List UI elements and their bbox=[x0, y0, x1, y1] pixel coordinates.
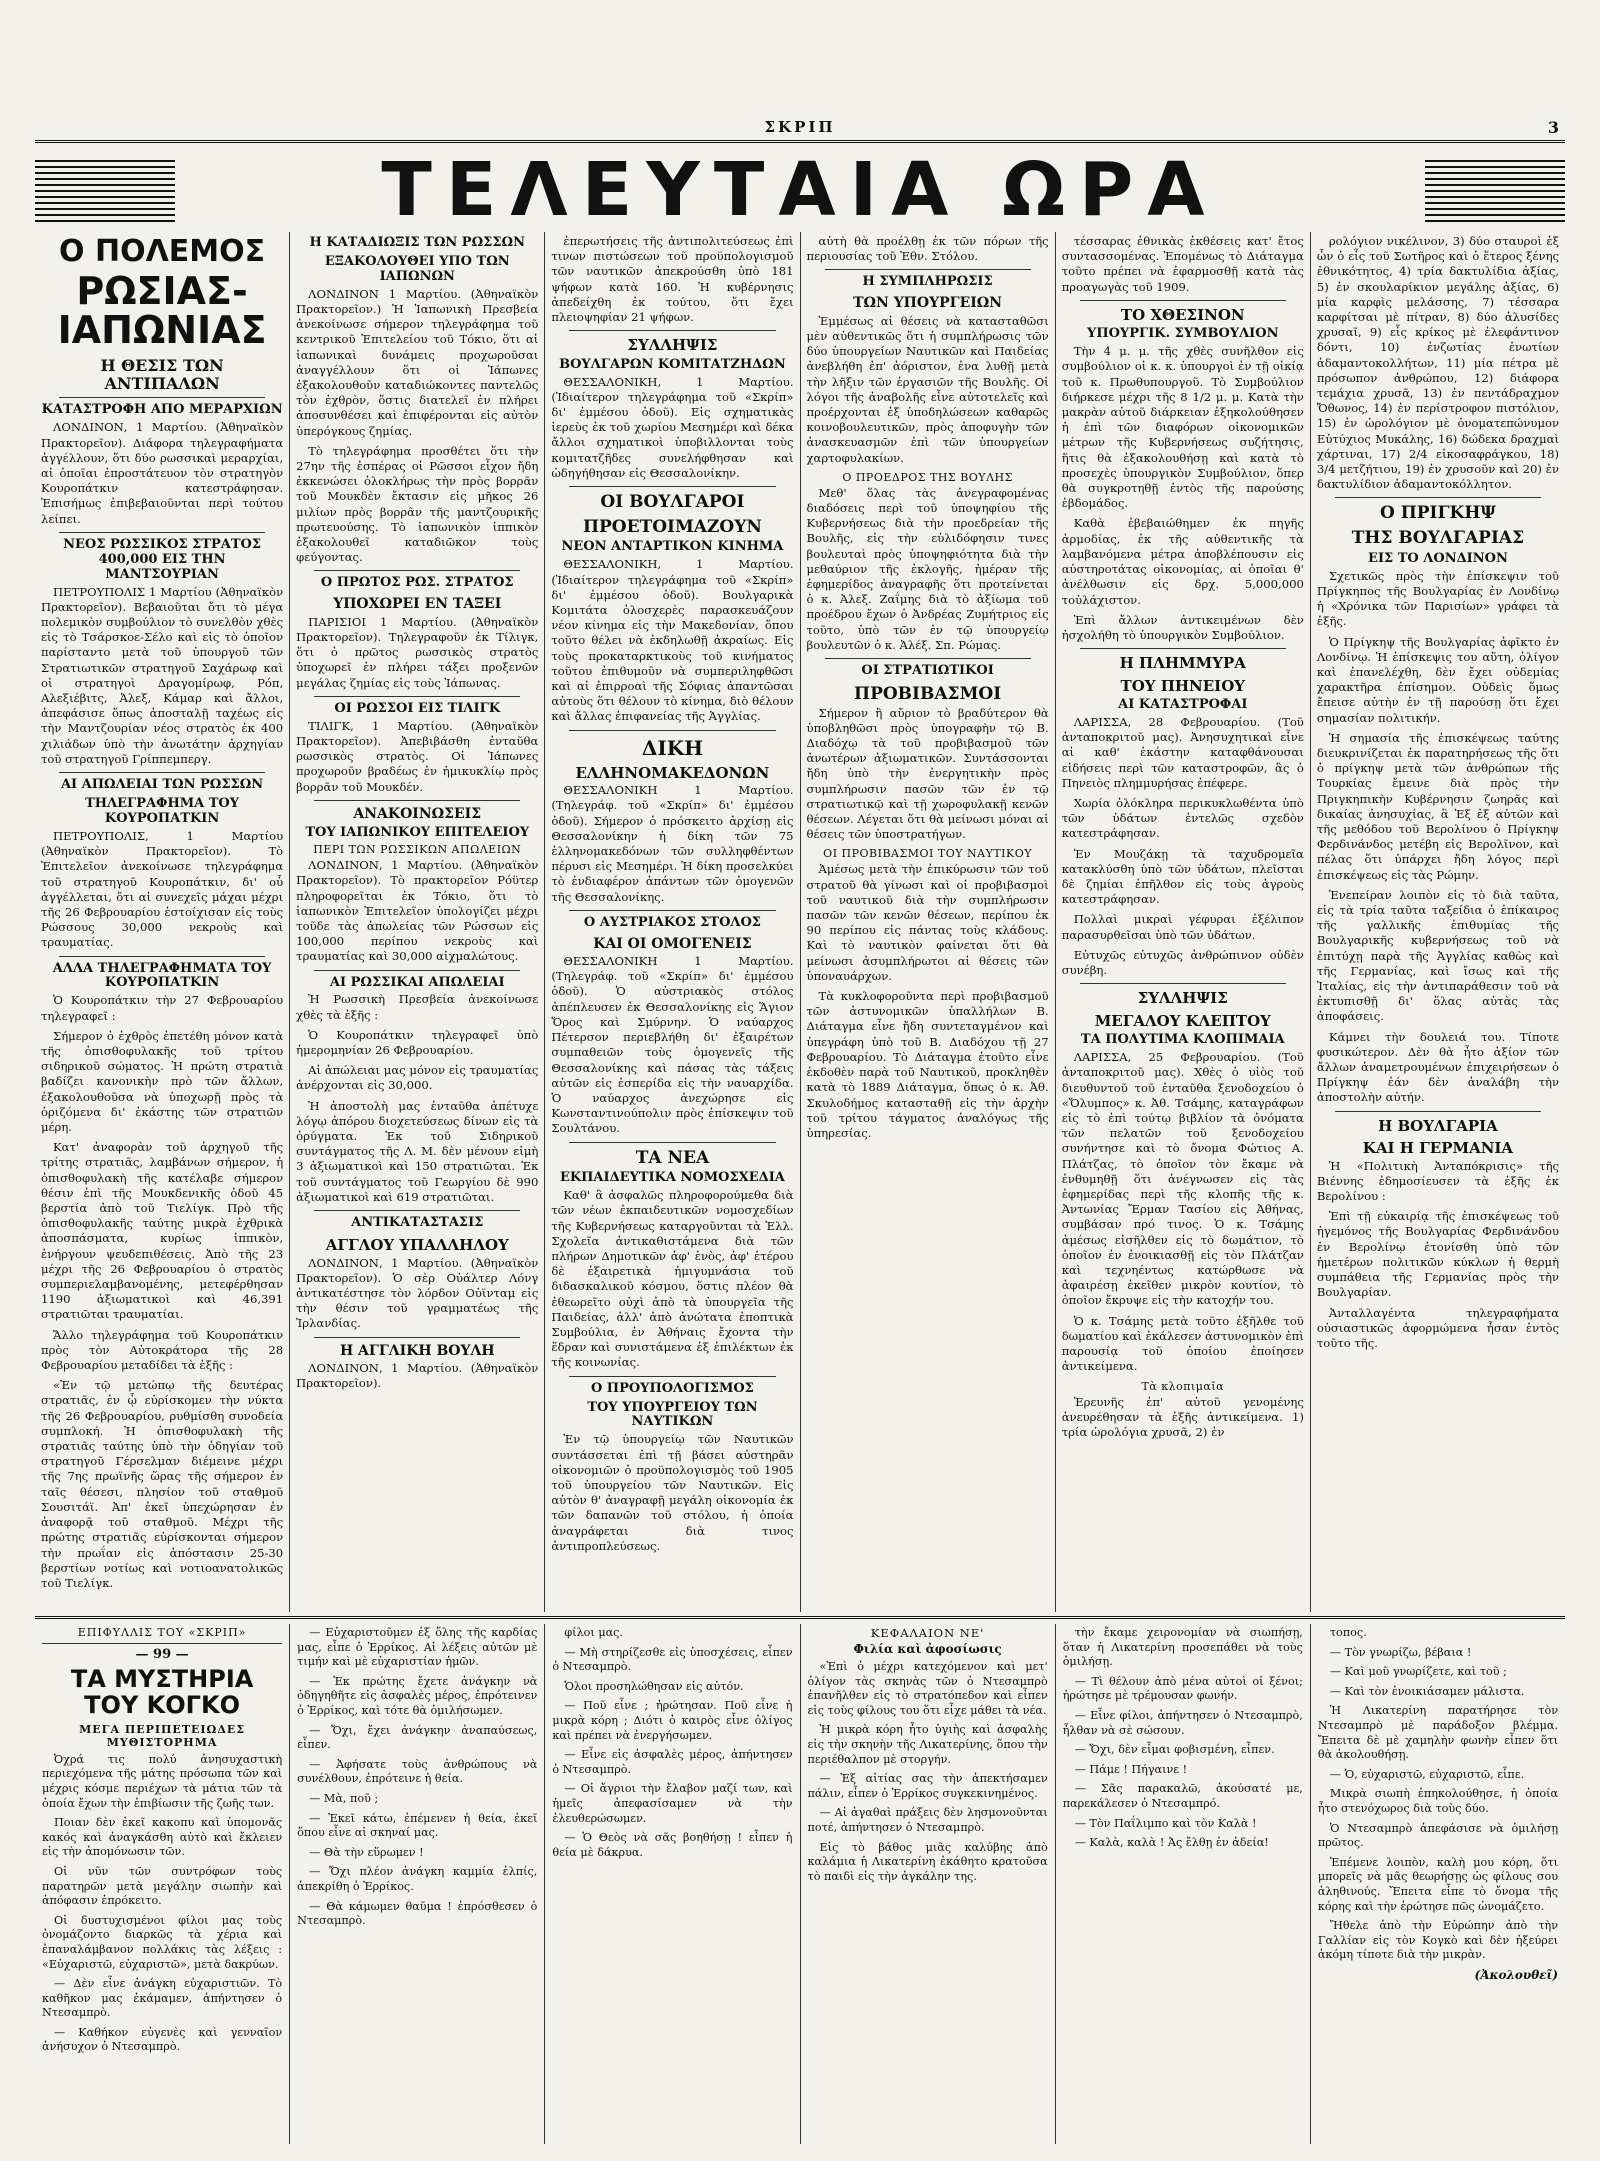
news-column-2 bbox=[290, 232, 545, 1612]
article-paragraph: Σχετικῶς πρὸς τὴν ἐπίσκεψιν τοῦ Πρίγκηπος τῆς Βουλγαρίας ἐν Λονδίνῳ ἡ «Χρόνικα τῶν Παρισίων» γράφει τὰ ἑξῆς. bbox=[1316, 568, 1560, 629]
article-heading: ΟΙ ΒΟΥΛΓΑΡΟΙ bbox=[600, 492, 745, 513]
serial-paragraph: — Ὁ Θεὸς νὰ σᾶς βοηθήσῃ ! εἶπεν ἡ θεία μὲ δάκρυα. bbox=[552, 1831, 793, 1859]
article-heading: ΝΕΟΝ ΑΝΤΑΡΤΙΚΟΝ ΚΙΝΗΜΑ bbox=[561, 539, 784, 555]
article-heading: Η ΣΥΜΠΛΗΡΩΣΙΣ bbox=[862, 274, 993, 290]
article-divider bbox=[569, 486, 775, 487]
serial-paragraph: — Ἐκ πρώτης ἔχετε ἀνάγκην νὰ ὁδηγηθῆτε εἰς ἀσφαλὲς μέρος, ἐπρότεινεν ὁ Ἐρρίκος, καὶ τότε θὰ ὁμιλήσωμεν. bbox=[297, 1674, 538, 1717]
banner bbox=[35, 147, 1565, 233]
article-paragraph: ΤΙΛΙΓΚ, 1 Μαρτίου. (Ἀθηναϊκὸν Πρακτορεῖον). Ἀπεβιβάσθη ἐνταῦθα ρωσσικὸς στρατὸς. Οἱ Ἰάπωνες προχωροῦν βραδέως ἐν ἡμικυκλίῳ πρὸς βορρᾶν τοῦ Μουκδέν. bbox=[296, 718, 539, 794]
serial-paragraph: — Καλὰ, καλὰ ! Ἀς ἔλθῃ ἐν ἀδεία! bbox=[1074, 1836, 1269, 1850]
article-paragraph: Ἡ «Πολιτικὴ Ἀνταπόκρισις» τῆς Βιέννης ἐδημοσίευσεν τὰ ἑξῆς ἐκ Βερολίνου : bbox=[1316, 1158, 1560, 1204]
article-paragraph: αὐτὴ θὰ προέλθῃ ἐκ τῶν πόρων τῆς περιουσίας τοῦ Ἐθν. Στόλου. bbox=[806, 234, 1049, 264]
serial-paragraph: Ποιαν δὲν ἐκεῖ κακοπυ καὶ ὑπομονᾶς κακός καὶ ἀναγκάσθη αὐτὸ καὶ ἔκλειεν εἰς τὴν ἀπομόνωσιν τῶν. bbox=[42, 1816, 283, 1859]
paper-name: ΣΚΡΙΠ bbox=[764, 118, 836, 136]
article-paragraph: «Ἐν τῷ μετώπῳ τῆς δευτέρας στρατιᾶς, ἐν ᾧ εὑρίσκομεν τὴν νύκτα τῆς 26 Φεβρουαρίου, ρυθμίσθη συνοδεία συμπλοκή. Ἡ ὀπισθοφυλακὴ τῆς στρατιᾶς ταύτης ὑπὸ τὴν ὁδηγίαν τοῦ στρατηγοῦ Γέρσελμαν διέμεινε μέχρι τῆς 7ης πρωϊνῆς ὥρας τῆς σήμερον ἐν ταῖς θέσεσι, πλησίον τοῦ σταθμοῦ Σουσιτάϊ. Ἀπ' ἐκεῖ ὑπεχώρησαν ἐν ἀναφορᾷ τοῦ σταθμοῦ. Μέχρι τῆς πρώτης στρατιᾶς εὑρίσκονται σήμερον τὴν πρωΐαν εἰς ἀπόστασιν 25-30 βερστίων νοτίως καὶ νοτιοανατολικῶς τοῦ Τιελίγκ. bbox=[41, 1378, 284, 1590]
article-paragraph: ΘΕΣΣΑΛΟΝΙΚΗ 1 Μαρτίου. (Τηλεγράφ. τοῦ «Σκρίπ» δι' ἐμμέσου ὁδοῦ). Σήμερον ὁ πρόσκειτο ἀρχίσῃ εἰς Θεσσαλονίκην ἡ δίκη τῶν 75 ἑλληνομακεδόνων τῶν συλληφθέντων πέρυσι εἰς Μεσημέρι. Ἡ δίκη προσελκύει τὸ ἐνδιαφέρον ἁπάντων τῶν ὁμογενῶν τῆς Θεσσαλονίκης. bbox=[551, 783, 794, 904]
serial-paragraph: — Πάμε ! Πήγαινε ! bbox=[1074, 1762, 1188, 1776]
article-heading: ΤΩΝ ΥΠΟΥΡΓΕΙΩΝ bbox=[853, 295, 1003, 312]
article-heading: ΣΥΛΛΗΨΙΣ bbox=[1137, 989, 1228, 1008]
article-divider bbox=[314, 696, 520, 697]
article-divider bbox=[569, 730, 775, 731]
article-paragraph: ΠΑΡΙΣΙΟΙ 1 Μαρτίου. (Ἀθηναϊκὸν Πρακτορεῖον). Τηλεγραφοῦν ἐκ Τίλιγκ, ὅτι ὁ πρῶτος ρωσσικὸς στρατὸς ὑποχωρεῖ ἐν πλήρει τάξει προξενῶν μεγάλας ζημίας εἰς τοὺς Ἰάπωνας. bbox=[296, 614, 539, 690]
article-paragraph: Ἐν Μουζάκῃ τὰ ταχυδρομεῖα κατακλύσθη ὑπὸ τῶν ὑδάτων, πλεῖσται δὲ ζημίαι ἐπῆλθον εἰς τοὺς ἀγροὺς κατεστράφησαν. bbox=[1061, 846, 1304, 907]
article-heading: ΑΛΛΑ ΤΗΛΕΓΡΑΦΗΜΑΤΑ ΤΟΥ ΚΟΥΡΟΠΑΤΚΙΝ bbox=[52, 960, 272, 991]
article-divider bbox=[825, 269, 1031, 270]
article-paragraph: τέσσαρας ἐθνικὰς ἐκθέσεις κατ' ἔτος συντασσομένας. Ἐπομένως τὸ Διάταγμα τοῦτο πρέπει νὰ ἐφαρμοσθῇ κατὰ τὰς προαγωγὰς τοῦ 1909. bbox=[1061, 234, 1304, 294]
article-paragraph: Εὐτυχῶς εὐτυχῶς ἀνθρώπινον οὐδὲν συνέβη. bbox=[1061, 947, 1304, 978]
article-heading: ΑΓΓΛΟΥ ΥΠΑΛΛΗΛΟΥ bbox=[325, 1236, 509, 1255]
article-heading: ΑΙ ΡΩΣΣΙΚΑΙ ΑΠΩΛΕΙΑΙ bbox=[329, 974, 505, 990]
article-paragraph: Χωρία ὁλόκληρα περικυκλωθέντα ὑπὸ τῶν ὑδάτων ἐντελῶς σχεδὸν κατεστράφησαν. bbox=[1061, 796, 1304, 841]
article-heading: ΟΙ ΠΡΟΒΙΒΑΣΜΟΙ ΤΟΥ ΝΑΥΤΙΚΟΥ bbox=[823, 847, 1033, 861]
article-paragraph: ρολόγιον νικέλινον, 3) δύο σταυροὶ ἐξ ὧν ὁ εἷς τοῦ Σωτῆρος καὶ ὁ ἕτερος ξένης ἐθνικότητος, 4) τρία δακτυλίδια ἀξίας, 5) ἐν σκουλαρίκιον μεγάλης ἀξίας, 6) μία καρφὶς μελάσσης, 7) τέσσαρα καρφίτσαι μὲ πίτραν, 8) δύο ἁλυσίδες χρυσαῖ, 9) εἷς κρίκος μὲ ἐλεφάντινον δόντι, 10) ἐνζωτίας ἐνωτίων ἀδαμαντοκολλήτων, 11) μία πέτρα μὲ πρόσωπον ἀνθρώπου, 12) διάφορα τεμάχια χρυσᾶ, 13) ἐν πεντάδραχμον Ὄθωνος, 14) ἐν περίστροφον πιστόλιον, 15) ἐν ὡρολόγιον μὲ ὀνοματεπώνυμον Εὐτύχιος Μυκάλης, 16) δώδεκα δραχμαὶ χάρτιναι, 17) 2/4 εἰκοσαφράγκου, 18) 3/4 μετζήτιου, 19) ἐν χρυσοῦν καὶ 20) ἐν δακτυλίδιον ἀδαμαντοκόλλητον. bbox=[1316, 234, 1560, 492]
article-paragraph: ΛΟΝΔΙΝΟΝ, 1 Μαρτίου. (Ἀθηναϊκὸν Πρακτορεῖον). Διάφορα τηλεγραφήματα ἀγγέλλουν, ὅτι δύο ρωσσικαὶ μεραρχίαι, αἱ ὁποῖαι ἐπροστάτευον τὸν στρατηγὸν Κουροπάτκιν κατεστράφησαν. Ἐπισήμως ἐπιβεβαιοῦνται περὶ τούτου λείπει. bbox=[41, 420, 284, 526]
article-heading: ΣΥΛΛΗΨΙΣ bbox=[627, 336, 718, 355]
article-heading: ΟΙ ΡΩΣΣΟΙ ΕΙΣ ΤΙΛΙΓΚ bbox=[334, 700, 501, 716]
serial-column-4 bbox=[801, 1624, 1056, 2144]
masthead bbox=[35, 118, 1565, 143]
article-paragraph: Ἄλλο τηλεγράφημα τοῦ Κουροπάτκιν πρὸς τὸν Αὐτοκράτορα τῆς 28 Φεβρουαρίου μεταδίδει τὰ ἑξῆς : bbox=[41, 1327, 284, 1373]
article-paragraph: ΛΑΡΙΣΣΑ, 28 Φεβρουαρίου. (Τοῦ ἀνταποκριτοῦ μας). Ἀνησυχητικαὶ εἶνε αἱ καθ' ἑκάστην καταφθάνουσαι εἰδήσεις περὶ τῶν καταστροφῶν, ἃς ὁ Πηνειὸς πλημμυρήσας ἐπέφερε. bbox=[1061, 715, 1304, 790]
article-paragraph: Ἐνεπείραν λοιπὸν εἰς τὸ διὰ ταῦτα, εἰς τὰ τρία ταῦτα ταξείδια ὁ ἐπίκαιρος τῆς γαλλικῆς ἐπιθυμίας τῆς Βουλγαρικῆς κυβερνήσεως τοῦ νὰ ἐπιτύχῃ παρὰ τῆς Ἀγγλίας καθὼς καὶ τῆς Γερμανίας, καὶ ἴσως καὶ τῆς Ἰταλίας, εἰς τὴν ἀντιπαράθεσιν τοῦ νὰ ἐκτυπισθῇ δι' ὅλας αὐτὰς τὰς ἀποφάσεις. bbox=[1316, 887, 1560, 1024]
article-heading: ΤΟΥ ΙΑΠΩΝΙΚΟΥ ΕΠΙΤΕΛΕΙΟΥ bbox=[305, 825, 530, 841]
serial-paragraph: Ὀχρά τις πολύ ἀνησυχαστικὴ περιεχόμενα τῆς μάτης πρόσωπα τῶν καὶ μέχρις κόσμε περιέχων τὰ μάτια τῶν τὰ ὁποία ἔχων τὴν ἐπιβίωσιν τῆς ζωῆς των. bbox=[42, 1752, 283, 1810]
chapter-number: ΚΕΦΑΛΑΙΟΝ ΝΕ' bbox=[870, 1626, 985, 1640]
article-heading: ΥΠΟΧΩΡΕΙ ΕΝ ΤΑΞΕΙ bbox=[333, 596, 502, 613]
article-paragraph: ΛΑΡΙΣΣΑ, 25 Φεβρουαρίου. (Τοῦ ἀνταποκριτοῦ μας). Χθὲς ὁ υἱὸς τοῦ διευθυντοῦ τοῦ ἐνταῦθα ξενοδοχείου ὁ «Ὄλυμπος» κ. Ἀθ. Τσάμης, καταγράφων εἰς τὸ ἐπὶ τούτῳ βιβλίον τὰ ὀνόματα τῶν πελατῶν τοῦ ξενοδοχείου συνήντησε καὶ τὸ ὄνομα Φώτιος Α. Πλάτζας, τὸ ὁποῖον τὸν ἔκαμε νὰ ἐνθυμηθῇ ὅτι ἀνέγνωσεν εἰς τὰς ἐφημερίδας περὶ τῆς κλοπῆς τῆς κ. Ἀντωνίας Ἔρμαν Τασίου εἰς Ἀθήνας, συμβάσαν πρό τινος. Ὁ κ. Τσάμης ἀμέσως εἰσῆλθεν εἰς τὸ δωμάτιον, τὸ ὁποῖον ἐν ἐνοικιασθῇ εἰς τὸν Πλάτζαν καὶ τεχνηέντως κατώρθωσε νὰ ἀφαιρέσῃ ἐκεῖθεν μικρὸν κουτίον, τὸ ὁποῖον ἔκρυψε εἰς τὴν κατοχήν του. bbox=[1061, 1050, 1304, 1308]
serial-column-5 bbox=[1056, 1624, 1311, 2144]
article-heading: ΤΟΥ ΥΠΟΥΡΓΕΙΟΥ ΤΩΝ ΝΑΥΤΙΚΩΝ bbox=[587, 1399, 758, 1430]
serial-subtitle: ΜΕΓΑ ΠΕΡΙΠΕΤΕΙΩΔΕΣ ΜΥΘΙΣΤΟΡΗΜΑ bbox=[79, 1722, 246, 1749]
article-paragraph: Τὰ κυκλοφοροῦντα περὶ προβιβασμοῦ τῶν ἀστυνομικῶν ὑπαλλήλων Β. Διάταγμα εἶνε ἤδη συντεταγμένον καὶ ὑπεγράφη ὑπὸ τοῦ Β. Διαδόχου τῇ 27 Φεβρουαρίου. Τὸ Διάταγμα ἐτοῦτο εἶνε ἐκδοθὲν παρὰ τοῦ Ναυτικοῦ, προκληθὲν κατὰ τὸ 1889 Διάταγμα, ὅπως ὁ κ. Ἀθ. Σκυλοδήμος κατασταθῇ εἰς τὴν ἀρχὴν τοῦ τρίτου τάγματος ἀναλόγως τῆς ὑπηρεσίας. bbox=[806, 989, 1049, 1140]
article-divider bbox=[569, 1376, 775, 1377]
serial-paragraph: Οἱ νῦν τῶν συντρόφων τοὺς παρατηρῶν μετὰ μεγάλην σιωπὴν καὶ ἀπόφασιν ἐπρόκειτο. bbox=[42, 1864, 283, 1908]
chapter-title: Φιλία καὶ ἀφοσίωσις bbox=[853, 1642, 1002, 1656]
article-paragraph: Ὁ Κουροπάτκιν τηλεγραφεῖ ὑπὸ ἡμερομηνίαν 26 Φεβρουαρίου. bbox=[296, 1027, 539, 1058]
article-heading: ΚΑΤΑΣΤΡΟΦΗ ΑΠΟ ΜΕΡΑΡΧΙΩΝ bbox=[41, 402, 283, 418]
article-divider bbox=[314, 1337, 520, 1338]
serial-paragraph: — Ὄχι πλέον ἀνάγκη καμμία ἐλπίς, ἀπεκρίθη ὁ Ἐρρίκος. bbox=[297, 1865, 538, 1893]
serial-title: ΤΑ ΜΥΣΤΗΡΙΑ ΤΟΥ ΚΟΓΚΟ bbox=[70, 1665, 254, 1720]
article-divider bbox=[314, 800, 520, 801]
article-heading: ΤΑ ΝΕΑ bbox=[635, 1147, 710, 1168]
article-paragraph: ΘΕΣΣΑΛΟΝΙΚΗ, 1 Μαρτίου. (Ἰδιαίτερον τηλεγράφημα τοῦ «Σκρίπ» δι' ἐμμέσου ὁδοῦ). Εἰς σχηματικὰς ἱερεὺς ἐκ τοῦ χωρίου Μεσημέρι καὶ δέκα ἄλλοι σχηματικοὶ ὑποβιλλονται τοὺς κομιτατζῆδες συνελήφθησαν καὶ ὡδηγήθησαν εἰς Θεσσαλονίκην. bbox=[551, 374, 794, 480]
serial-paragraph: — Σᾶς παρακαλῶ, ἀκούσατέ με, παρεκάλεσεν ὁ Ντεσαμπρό. bbox=[1062, 1782, 1303, 1810]
serial-paragraph: — Τὸν Παΐλιμπο καὶ τὸν Καλὰ ! bbox=[1074, 1816, 1257, 1830]
article-heading: ΑΙ ΚΑΤΑΣΤΡΟΦΑΙ bbox=[1118, 697, 1248, 713]
serial-paragraph: — Τὸν γνωρίζω, βέβαια ! bbox=[1329, 1645, 1472, 1659]
news-column-1 bbox=[35, 232, 290, 1612]
article-paragraph: ΛΟΝΔΙΝΟΝ 1 Μαρτίου. (Ἀθηναϊκὸν Πρακτορεῖον.) Ἡ Ἰαπωνικὴ Πρεσβεία ἀνεκοίνωσε σήμερον τηλεγράφημα τοῦ κεντρικοῦ Ἐπιτελείου τοῦ Τόκιο, ὅτι αἱ ἰαπωνικαὶ δυνάμεις προχωροῦσαι ἀναγγέλλουν ὅτι οἱ Ἰάπωνες ἐξακολουθοῦν καταδιώκοντες παντελῶς τὸν ἐχθρὸν, ὅστις διατελεῖ ἐν πλήρει ἀποσυνθέσει καὶ ἐπιφέρονται εἰς αὐτὸν ὑπερόγκους ζημίας. bbox=[296, 286, 539, 438]
article-heading: ΚΑΙ Η ΓΕΡΜΑΝΙΑ bbox=[1362, 1139, 1514, 1158]
article-divider bbox=[1080, 648, 1286, 649]
article-paragraph: Ἀνταλλαγέντα τηλεγραφήματα οὐσιαστικῶς ἀφορμώμενα ἦσαν ἐντὸς τοῦτο τῆς. bbox=[1316, 1305, 1560, 1350]
article-divider bbox=[569, 330, 775, 331]
article-heading: ΤΗΛΕΓΡΑΦΗΜΑ ΤΟΥ ΚΟΥΡΟΠΑΤΚΙΝ bbox=[85, 796, 240, 826]
article-heading: Ο ΠΡΩΤΟΣ ΡΩΣ. ΣΤΡΑΤΟΣ bbox=[320, 575, 514, 591]
news-column-6 bbox=[1311, 232, 1565, 1612]
article-paragraph: Τὴν 4 μ. μ. τῆς χθὲς συνῆλθον εἰς συμβούλιον οἱ κ. κ. ὑπουργοὶ ἐν τῇ οἰκίᾳ τοῦ κ. Πρωθυπουργοῦ. Τὸ Συμβούλιον διήρκεσε μέχρι τῆς 8 1/2 μ. μ. Κατὰ τὴν μακρὰν αὐτοῦ διάρκειαν ἐξηκολούθησεν ἡ ἐπὶ τῶν διαφόρων οἰκονομικῶν μέτρων τῆς Κυβερνήσεως συζήτησις, ἥτις θὰ ἐξακολουθήσῃ καὶ κατὰ τὸ προσεχὲς ὑπουργικὸν Συμβούλιον, ὅπερ θὰ συγκροτηθῇ ἐντὸς τῆς παρούσης ἑβδομάδος. bbox=[1061, 344, 1304, 511]
serial-paragraph: — Ὁ, εὐχαριστῶ, εὐχαριστῶ, εἶπε. bbox=[1329, 1767, 1525, 1781]
article-paragraph: ΛΟΝΔΙΝΟΝ, 1 Μαρτίου. (Ἀθηναϊκὸν Πρακτορεῖον). Ὁ σὲρ Οὐάλτερ Λόνγ ἀντικατέστησε τὸν λόρδον Οὐϊνταμ εἰς τὴν θέσιν τοῦ γραμματέως τῆς Ἰρλανδίας. bbox=[296, 1255, 539, 1331]
article-heading: ΕΙΣ ΤΟ ΛΟΝΔΙΝΟΝ bbox=[1368, 550, 1508, 566]
serial-paragraph: Ὁλοι προσηλώθησαν εἰς αὐτόν. bbox=[564, 1679, 744, 1693]
article-paragraph: Σήμερον ἢ αὔριον τὸ βραδύτερον θὰ ὑποβληθῶσι πρὸς ὑπογραφὴν τῷ Β. Διαδόχῳ τὰ τοῦ προβιβασμοῦ τῶν ἀνωτέρων ἀξιωματικῶν. Συντάσσονται ἤδη ὑπὸ τὴν ἐνεργητικὴν πρὸς συμπλήρωσιν πασῶν τῶν ἐν τῷ στρατιωτικῷ καὶ τῇ χωροφυλακῇ κενῶν θέσεων. Λέγεται ὅτι θὰ μείνωσι μόναι αἱ θέσεις τῶν ὑποστρατήγων. bbox=[806, 705, 1049, 842]
article-heading: Η ΠΛΗΜΜΥΡΑ bbox=[1119, 654, 1246, 673]
serial-paragraph: — Ἐξ αἰτίας σας τὴν ἀπεκτήσαμεν πάλιν, εἶπεν ὁ Ἐρρίκος συγκεκινημένος. bbox=[807, 1772, 1048, 1800]
article-paragraph: Ἡ ἀποστολὴ μας ἐνταῦθα ἀπέτυχε λόγῳ ἀπόρου διοχετεύσεως δίνων εἰς τὰ ὀρύγματα. Ἐκ τοῦ Σιδηρικοῦ συντάγματος τῆς Λ. Μ. δὲν μένουν εἰμὴ 3 ἀξιωματικοὶ καὶ 150 στρατιῶται. Ἐκ τοῦ συντάγματος τοῦ Γεωργίου δὲ 990 ἀξιωματικοὶ καὶ 619 στρατιῶται. bbox=[296, 1098, 539, 1204]
banner-hatch-right bbox=[1425, 160, 1565, 222]
article-heading: ΚΑΙ ΟΙ ΟΜΟΓΕΝΕΙΣ bbox=[593, 935, 752, 952]
article-heading: ΤΟΥ ΠΗΝΕΙΟΥ bbox=[1120, 676, 1245, 695]
article-paragraph: ΛΟΝΔΙΝΟΝ, 1 Μαρτίου. (Ἀθηναϊκὸν Πρακτορεῖον). Τὸ πρακτορεῖον Ρόϋτερ πληροφορεῖται ἐκ Τόκιο, ὅτι τὸ ἰαπωνικὸν Ἐπιτελεῖον ὑπολογίζει μέχρι τοῦδε τὰς ἀπωλείας τῶν Ρώσσων εἰς 100,000 περίπου νεκροὺς καὶ τραυματίας καὶ 30,000 αἰχμαλώτους. bbox=[296, 858, 539, 964]
article-paragraph: Σήμερον ὁ ἐχθρὸς ἐπετέθη μόνον κατὰ τῆς ὀπισθοφυλακῆς τοῦ τρίτου σιδηρικοῦ σώματος. Ἡ πρώτη στρατιὰ βαδίζει κανονικὴν πρὸ τῶν ἄλλων, ἐξακολουθοῦσα νὰ ὑποχωρῇ πρὸς τὰ ὁριζόμενα δι' ἑκάστης τῶν στρατιῶν μέρη. bbox=[41, 1028, 284, 1135]
article-heading: ΑΝΑΚΟΙΝΩΣΕΙΣ bbox=[353, 805, 482, 822]
article-paragraph: ἐπερωτήσεις τῆς ἀντιπολιτεύσεως ἐπὶ τινων πιστώσεων τοῦ προϋπολογισμοῦ τῶν ναυτικῶν ἀπεκρούσθη ὑπὸ 181 ψήφων κατὰ 160. Ἡ κυβέρνησις ἀπεδείχθη ἐκ τούτου, ὅτι ἔχει πλειοψηφίαν 21 ψήφων. bbox=[551, 234, 794, 325]
article-paragraph: Ἡ σημασία τῆς ἐπισκέψεως ταύτης διευκρινίζεται ἐκ παρατηρήσεως τῆς ὅτι ὁ πρίγκηψ μετὰ τῶν ἀνθρώπων τῆς Τουρκίας ἔμεινε διὰ πρὸς τὴν Πριγκηπικὴν Κυβέρνησιν ζωηρᾶς καὶ δικαίας ἀνησυχίας, ἃ Ἐξ ἐξ αὐτῶν καὶ τῆς μεθόδου τοῦ Βερολίνου ὁ Πρίγκηψ Φερδινάνδος μετέβη εἰς Βερολῖνον, καὶ πέλας ὅτι ὑπάρχει ἤδη λόγος περὶ ἐπισκέψεως εἰς τὰς Ρώμην. bbox=[1316, 730, 1560, 882]
serial-paragraph: «Ἐπὶ ὁ μέχρι κατεχόμενον καὶ μετ' ὀλίγον τὰς σκηνὰς τῶν ὁ Ντεσαμπρὸ ἐπανῆλθεν εἰς τὸ στρατόπεδον καὶ εἶπεν εἰς τοὺς φίλους του ὅτι εἶχε μάθει τὰ νέα. bbox=[807, 1660, 1048, 1717]
article-heading: ΕΛΛΗΝΟΜΑΚΕΔΟΝΩΝ bbox=[575, 763, 770, 782]
news-column-4 bbox=[801, 232, 1056, 1612]
serial-column-6 bbox=[1311, 1624, 1565, 2144]
serial-paragraph: — Ποῦ εἶνε ; ἠρώτησαν. Ποῦ εἶνε ἡ μικρὰ κόρη ; Διότι ὁ καιρὸς εἶνε ὀλίγος καὶ πρέπει νὰ ἐνεργήσωμεν. bbox=[552, 1699, 793, 1742]
article-divider bbox=[1080, 300, 1286, 301]
serial-paragraph: — Τὶ θέλουν ἀπὸ μένα αὐτοὶ οἱ ξένοι; ἠρώτησε μὲ τρέμουσαν φωνήν. bbox=[1062, 1674, 1303, 1703]
article-heading: ΔΙΚΗ bbox=[641, 735, 703, 760]
serial-paragraph: — Μὰ, ποῦ ; bbox=[309, 1791, 379, 1805]
article-paragraph: Πολλαὶ μικραὶ γέφυραι ἐξέλιπον παρασυρθεῖσαι ὑπὸ τῶν ὑδάτων. bbox=[1061, 912, 1304, 942]
serial-column-1 bbox=[35, 1624, 290, 2144]
article-heading: Η ΒΟΥΛΓΑΡΙΑ bbox=[1378, 1116, 1498, 1135]
serial-paragraph: Ἤθελε ἀπὸ τὴν Εὐρώπην ἀπὸ τὴν Γαλλίαν εἰς τὸν Κογκὸ καὶ δὲν ἠξεύρει ἀκόμη τίποτε διὰ τὴν μικρὰν. bbox=[1317, 1919, 1559, 1962]
article-divider bbox=[59, 956, 265, 957]
serial-divider bbox=[35, 1616, 1565, 1619]
banner-title: ΤΕΛΕΥΤΑΙΑ ΩΡΑ bbox=[381, 147, 1219, 233]
article-paragraph: Ἐμμέσως αἱ θέσεις νὰ κατασταθῶσι μὲν αὐθεντικῶς ὅτι ἡ συμπλήρωσις τῶν δύο ὑπουργείων Ναυτικῶν καὶ Παιδείας ἀνεβλήθη ἐπ' ἀόριστον, ἐνα λυθῇ μετὰ τὴν λῆξιν τῶν ἐργασιῶν τῆς Βουλῆς. Οἱ λόγοι τῆς ἀναβολῆς εἶνε αὐτοτελεῖς καὶ προέρχονται ἐξ ὑποδηλώσεων καθαρῶς κοινοβουλευτικῶν, πρὸς ἀποφυγὴν τῶν ἀνασκευασμῶν ἐπὶ τῶν ὑπουργείων χαρτοφυλακίων. bbox=[806, 313, 1049, 465]
article-paragraph: Κατ' ἀναφορὰν τοῦ ἀρχηγοῦ τῆς τρίτης στρατιᾶς, λαμβάνων σήμερον, ἡ ὀπισθοφυλακὴ τῆς κατέλαβε σήμερον θέσιν ἐπὶ τῆς Μουκδενικῆς ὁδοῦ 45 βερστία ἀπὸ τοῦ Τιελίγκ. Πρὸ τῆς ὀπισθοφυλακῆς ταύτης μικρὰ ἐχθρικὰ ἀποσπάσματα, κυρίως ἱππικὸν, ἐνήργουν ψευδεπιθέσεις. Ἀπὸ τῆς 23 μέχρι τῆς 26 Φεβρουαρίου ὁ στρατὸς συμπεριελαμβανομένης, μετεφέρθησαν 1190 ἀξιωματικοὶ καὶ 46,391 στρατιῶται τραυματίαι. bbox=[41, 1140, 284, 1322]
article-paragraph: Καθὰ ἐβεβαιώθημεν ἐκ πηγῆς ἀρμοδίας, ἐκ τῆς αὐθεντικῆς τὰ λαμβανόμενα μέτρα ἀποβλέπουσιν εἰς αὐστηροτάτας οἰκονομίας, αἱ ὁποῖαι θ' ἀνέλθωσιν εἰς δρχ. 5,000,000 τοὐλάχιστον. bbox=[1061, 516, 1304, 607]
article-paragraph: Ἐν τῷ ὑπουργείῳ τῶν Ναυτικῶν συντάσσεται ἐπὶ τῇ βάσει αὐστηρᾶν οἰκονομιῶν ὁ προϋπολογισμὸς τοῦ 1905 τοῦ ὑπουργείου τῶν Ναυτικῶν. Εἰς αὐτὸν θ' ἀναγραφῇ μεγάλη οἰκονομία ἐκ τῶν δαπανῶν τοῦ στόλου, ἡ ὁποία ἀναγράφεται διὰ τινος ἀντιπροπλεύσεως. bbox=[551, 1432, 794, 1553]
article-paragraph: Ὁ κ. Τσάμης μετὰ τοῦτο ἐξῆλθε τοῦ δωματίου καὶ ἐκάλεσεν ἀστυνομικὸν ἐπὶ παρουσίᾳ τοῦ ὁποίου ἐποίησεν ἀντικείμενα. bbox=[1061, 1313, 1304, 1374]
serial-closing: (Ἀκολουθεῖ) bbox=[1474, 1967, 1559, 1982]
serial-paragraph: Ἡ μικρὰ κόρη ἦτο ὑγιὴς καὶ ἀσφαλὴς εἰς τὴν σκηνὴν τῆς Λικατερίνης, ὅπου τὴν περιέθαλπον μὲ στοργήν. bbox=[807, 1723, 1048, 1766]
article-heading: Ο ΠΡΙΓΚΗΨ bbox=[1379, 503, 1496, 524]
serial-section bbox=[35, 1624, 1565, 2144]
serial-paragraph: Ἐπέμενε λοιπὸν, καλὴ μου κόρη, ὅτι μπορεῖς νὰ μᾶς θεωρήσῃς ὡς φίλους σου ἀληθινούς. Ἔπειτα εἶπε τὸ ὄνομα τῆς κόρης καὶ τὴν ἐρώτησε πῶς ὠνομάζετο. bbox=[1317, 1855, 1559, 1913]
article-heading: ΒΟΥΛΓΑΡΩΝ ΚΟΜΙΤΑΤΖΗΔΩΝ bbox=[559, 356, 786, 372]
serial-paragraph: — Εἶνε εἰς ἀσφαλὲς μέρος, ἀπήντησεν ὁ Ντεσαμπρὸ. bbox=[552, 1748, 793, 1776]
serial-paragraph: φίλοι μας. bbox=[564, 1626, 623, 1639]
serial-paragraph: Οἱ δυστυχισμένοι φίλοι μας τοὺς ὀνομάζοντο διαρκῶς τὰ χέρια καὶ ἐπαναλάμβανον πολλάκις τὰς λέξεις : «Εὐχαριστῶ, εὐχαριστῶ», μετὰ δακρύων. bbox=[42, 1913, 283, 1971]
article-divider bbox=[569, 910, 775, 911]
article-paragraph: Ἀμέσως μετὰ τὴν ἐπικύρωσιν τῶν τοῦ στρατοῦ θὰ γίνωσι καὶ οἱ προβιβασμοὶ τοῦ ναυτικοῦ διὰ τὴν συμπλήρωσιν πασῶν τῶν κενῶν θέσεων, περίπου ἐκ 90 περίπου εἰς πάντας τοὺς κλάδους. Καὶ τὸ ναυτικὸν φαίνεται ὅτι θὰ μείνωσι ἀσυμπλήρωτοι αἱ θέσεις τῶν ὑποναυάρχων. bbox=[806, 862, 1049, 983]
article-divider bbox=[1335, 1111, 1541, 1112]
article-paragraph: ΘΕΣΣΑΛΟΝΙΚΗ 1 Μαρτίου. (Τηλεγράφ. τοῦ «Σκρίπ» δι' ἐμμέσου ὁδοῦ). Ὁ αὐστριακὸς στόλος ἀπέπλευσεν ἐκ Θεσσαλονίκης εἰς Ἅγιον Ὄρος καὶ Σμύρνην. Ὁ ναύαρχος Πέτερσον περιεβλήθη δι' ἐξαιρέτων συμπαθειῶν τοὺς ὁμογενεῖς τῆς Θεσσαλονίκης καὶ πάσας τὰς τάξεις αὐτῶν εἰς ἐσπερίδα εἰς τὴν ναυαρχίδα. Ὁ ναύαρχος ἀνεχώρησε εἰς Κωνσταντινούπολιν πρὸς ἐπίσκεψιν τοῦ Σουλτάνου. bbox=[551, 954, 794, 1136]
article-heading: ΜΕΓΑΛΟΥ ΚΛΕΠΤΟΥ bbox=[1094, 1011, 1271, 1030]
serial-paragraph: τὴν ἔκαμε χειρονομίαν νὰ σιωπήσῃ, ὅταν ἡ Λικατερίνη προσεπάθει νὰ τοὺς ὁμιλήσῃ. bbox=[1062, 1626, 1303, 1669]
banner-hatch-left bbox=[35, 160, 175, 222]
serial-paragraph: — Οἱ ἄγριοι τὴν ἔλαβον μαζί των, καὶ ἡμεῖς ἀπεφασίσαμεν νὰ τὴν ἐλευθερώσωμεν. bbox=[552, 1782, 793, 1825]
article-heading: Η ΘΕΣΙΣ ΤΩΝ ΑΝΤΙΠΑΛΩΝ bbox=[100, 356, 224, 393]
article-paragraph: Ἐπὶ τῇ εὐκαιρίᾳ τῆς ἐπισκέψεως τοῦ ἡγεμόνος τῆς Βουλγαρίας Φερδινάνδου ἐν Βερολίνῳ ἐτονίσθη ὑπὸ τῶν ἡμετέρων πολιτικῶν κύκλων ἡ θερμὴ συμπάθεια τῆς Γερμανίας πρὸς τὴν Βουλγαρίαν. bbox=[1316, 1209, 1560, 1300]
article-divider bbox=[825, 658, 1031, 659]
serial-paragraph: — Ὄχι, δὲν εἶμαι φοβισμένη, εἶπεν. bbox=[1074, 1743, 1275, 1757]
serial-paragraph: τοπος. bbox=[1329, 1626, 1367, 1639]
article-paragraph: ΘΕΣΣΑΛΟΝΙΚΗ, 1 Μαρτίου. (Ἰδιαίτερον τηλεγράφημα τοῦ «Σκρίπ» δι' ἐμμέσου ὁδοῦ). Βουλγαρικὰ Κομιτάτα ὁλοσχερὲς παρασκευάζουν νέον κίνημα εἰς τὴν Μακεδονίαν, ὅπου τοῦτο θέλει νὰ ἐκδηλωθῇ ἀκραίως. Εἰς τοὺς προκαταρκτικοὺς τοῦ κινήματος τοῦτου ἐπιθυμοῦν νὰ συμπεριληφθῶσι καὶ αἱ ἐπιρροαὶ τῆς Σόφιας ἀπαντῶσαι αὐτοὺς ὅτι θέλουν τὸ κίνημα, διὸ θέλουν καὶ ἄλλας ἐπιφανείας τῆς Ἀγγλίας. bbox=[551, 557, 794, 724]
serial-paragraph: — Ὄχι, ἔχει ἀνάγκην ἀναπαύσεως, εἶπεν. bbox=[297, 1723, 538, 1752]
article-heading: Ο ΠΟΛΕΜΟΣ bbox=[59, 234, 266, 269]
article-paragraph: Ἐπὶ ἄλλων ἀντικειμένων δὲν ἠσχολήθη τὸ ὑπουργικὸν Συμβούλιον. bbox=[1061, 612, 1304, 642]
article-paragraph: Μεθ' ὅλας τὰς ἀνεγραφομένας διαδόσεις περὶ τοῦ ὑποψηφίου τῆς Κυβερνήσεως διὰ τὴν προεδρείαν τῆς Βουλῆς, εἰς τὴν εὑλιδόφησιν τινες βουλευταὶ πρὸς ὑποψηφιότητα διὰ τὴν μεθαύριον τῆς ἐκλογῆς, ἡμέραν τῆς ἐφημερίδος ἀναγραφῆς ὅτι προτείνεται ὁ κ. Ἀλεξ. Ζαΐμης διὰ τὸ ἀξίωμα τοῦ προέδρου ἔχων ὁ Ἀνδρέας Ζυμήτριος εἰς τοῦτο, ὑπὸ τῶν ἐν τῷ ὑπουργείῳ βουλευτῶν ὁ κ. Ἀλέξ. Σπ. Ρώμας. bbox=[806, 485, 1049, 652]
serial-number: — 99 — bbox=[135, 1647, 189, 1662]
article-heading: ΡΩΣΙΑΣ-ΙΑΠΩΝΙΑΣ bbox=[57, 268, 267, 353]
article-paragraph: Κάμνει τὴν δουλειά του. Τίποτε φυσικώτερον. Δὲν θὰ ἦτο ἀξίον τῶν ἄλλων ἀναμετρουμένων ἐπιχειρήσεων ὁ Πρίγκηψ ἐάν δὲν ἀναλάβη τὴν ἀποστολὴν αὐτήν. bbox=[1316, 1029, 1560, 1105]
article-divider bbox=[1335, 497, 1541, 498]
article-paragraph: Ἐρευνῆς ἐπ' αὐτοῦ γενομένης ἀνευρέθησαν τὰ ἑξῆς ἀντικείμενα. 1) τρία ὡρολόγια χρυσᾶ, 2) ἐν bbox=[1061, 1394, 1304, 1439]
page-number: 3 bbox=[1547, 118, 1559, 137]
article-heading: ΟΙ ΣΤΡΑΤΙΩΤΙΚΟΙ bbox=[861, 663, 994, 678]
article-heading: Ο ΠΡΟΕΔΡΟΣ ΤΗΣ ΒΟΥΛΗΣ bbox=[842, 470, 1013, 484]
news-columns bbox=[35, 232, 1565, 1612]
article-heading: Η ΑΓΓΛΙΚΗ ΒΟΥΛΗ bbox=[339, 1342, 495, 1359]
serial-paragraph: — Καθήκον εὐγενὲς καὶ γενναῖον ἀνήσυχον ὁ Ντεσαμπρὸ. bbox=[42, 2025, 283, 2054]
serial-paragraph: — Αἱ ἀγαθαὶ πράξεις δὲν λησμονοῦνται ποτέ, ἀπήντησεν ὁ Ντεσαμπρὸ. bbox=[807, 1806, 1048, 1834]
serial-paragraph: — Δὲν εἶνε ἀνάγκη εὐχαριστιῶν. Τὸ καθῆκον μας ἐκάμαμεν, ἀπήντησεν ὁ Ντεσαμπρὸ. bbox=[42, 1977, 283, 2020]
article-divider bbox=[59, 772, 265, 773]
article-heading: Ο ΠΡΟΥΠΟΛΟΓΙΣΜΟΣ bbox=[590, 1380, 754, 1396]
article-paragraph: ΛΟΝΔΙΝΟΝ, 1 Μαρτίου. (Ἀθηναϊκὸν Πρακτορεῖον). bbox=[296, 1360, 539, 1391]
article-heading: ΠΕΡΙ ΤΩΝ ΡΩΣΣΙΚΩΝ ΑΠΩΛΕΙΩΝ bbox=[313, 843, 522, 857]
article-paragraph: Αἱ ἀπώλειαι μας μόνον εἰς τραυματίας ἀνέρχονται εἰς 30,000. bbox=[296, 1063, 539, 1093]
article-heading: ΕΞΑΚΟΛΟΥΘΕΙ ΥΠΟ ΤΩΝ ΙΑΠΩΝΩΝ bbox=[324, 253, 510, 284]
article-heading: ΑΝΤΙΚΑΤΑΣΤΑΣΙΣ bbox=[351, 1215, 484, 1231]
article-divider bbox=[314, 1210, 520, 1211]
serial-paragraph: — Θὰ τὴν εὕρωμεν ! bbox=[309, 1845, 424, 1859]
serial-paragraph: Εἰς τὸ βάθος μιᾶς καλύβης ἀπὸ καλάμια ἡ Λικατερίνη ἐκάθητο κρατοῦσα τὸ παιδὶ εἰς τὴν ἀγκάλην της. bbox=[807, 1840, 1048, 1883]
article-paragraph: Ἡ Ρωσσικὴ Πρεσβεία ἀνεκοίνωσε χθὲς τὰ ἑξῆς : bbox=[296, 992, 539, 1022]
article-heading: ΤΑ ΠΟΛΥΤΙΜΑ ΚΛΟΠΙΜΑΙΑ bbox=[1080, 1032, 1285, 1048]
article-paragraph: ΠΕΤΡΟΥΠΟΛΙΣ, 1 Μαρτίου (Ἀθηναϊκὸν Πρακτορεῖον). Τὸ Ἐπιτελεῖον ἀνεκοίνωσε τηλεγράφημα τοῦ στρατηγοῦ Κουροπάτκιν, δι' οὗ ἀγγέλλεται, ὅτι αἱ συνεχεῖς μάχαι μέχρι τῆς 26 Φεβρουαρίου ἐστοίχισαν εἰς τοὺς Ρώσσους 30,000 νεκροὺς καὶ τραυματίας. bbox=[41, 828, 284, 950]
article-divider bbox=[314, 570, 520, 571]
serial-paragraph: — Εἶνε φίλοι, ἀπήντησεν ὁ Ντεσαμπρὸ, ἦλθαν νὰ σὲ σώσουν. bbox=[1062, 1708, 1303, 1737]
article-paragraph: Ὁ Κουροπάτκιν τὴν 27 Φεβρουαρίου τηλεγραφεῖ : bbox=[41, 993, 284, 1023]
article-divider bbox=[59, 397, 265, 398]
serial-label: ΕΠΙΦΥΛΛΙΣ ΤΟΥ «ΣΚΡΙΠ» bbox=[42, 1624, 282, 1644]
news-column-5 bbox=[1056, 232, 1311, 1612]
article-divider bbox=[569, 1142, 775, 1143]
serial-paragraph: — Θὰ κάμωμεν θαῦμα ! ἐπρόσθεσεν ὁ Ντεσαμπρὸ. bbox=[297, 1899, 538, 1928]
serial-paragraph: — Καὶ μοῦ γνωρίζετε, καὶ τοῦ ; bbox=[1329, 1665, 1507, 1679]
article-heading: ΠΡΟΕΤΟΙΜΑΖΟΥΝ bbox=[582, 516, 762, 537]
article-heading: ΥΠΟΥΡΓΙΚ. ΣΥΜΒΟΥΛΙΟΝ bbox=[1087, 326, 1279, 342]
serial-paragraph: Μικρὰ σιωπὴ ἐπηκολούθησε, ἡ ὁποία ἦτο στενόχωρος διὰ τοὺς δύο. bbox=[1317, 1787, 1559, 1815]
serial-paragraph: — Ἀφήσατε τοὺς ἀνθρώπους νὰ συνέλθουν, ἐπρότεινε ἡ θεία. bbox=[297, 1757, 538, 1786]
article-heading: ΝΕΟΣ ΡΩΣΣΙΚΟΣ ΣΤΡΑΤΟΣ 400,000 ΕΙΣ ΤΗΝ ΜΑΝΤΣΟΥΡΙΑΝ bbox=[63, 536, 262, 582]
serial-column-2 bbox=[290, 1624, 545, 2144]
article-heading: Η ΚΑΤΑΔΙΩΞΙΣ ΤΩΝ ΡΩΣΣΩΝ bbox=[309, 235, 525, 250]
news-column-3 bbox=[545, 232, 800, 1612]
article-paragraph: Καθ' ἃ ἀσφαλῶς πληροφορούμεθα διὰ τῶν νέων ἐκπαιδευτικῶν νομοσχεδίων τῆς Κυβερνήσεως καταργοῦνται τὰ Ἑλλ. Σχολεῖα ἀντικαθιστάμενα διὰ τῶν πλήρων Δημοτικῶν ἀφ' ἑνὸς, ἀφ' ἑτέρου δὲ ἐξαιρετικὰ ἡμιγυμνάσια τοῦ διδασκαλικοῦ κόσμου, ὅστις πλέον θὰ ἐθεωρεῖτο οὐχὶ ἀπὸ τὰ ὑπουργεῖα τῆς Παιδείας, ἀλλ' ἀπὸ ἀνώτατα ἐποπτικὰ Συμβούλια, ἐν Ἀθήναις ἔχοντα τὴν ἕδραν καὶ συνιστάμενα ἐξ ἐπιλέκτων ἐκ τῆς κοινωνίας. bbox=[551, 1188, 794, 1370]
article-heading: Ο ΑΥΣΤΡΙΑΚΟΣ ΣΤΟΛΟΣ bbox=[583, 914, 762, 930]
article-paragraph: ΠΕΤΡΟΥΠΟΛΙΣ 1 Μαρτίου (Ἀθηναϊκὸν Πρακτορεῖον). Βεβαιοῦται ὅτι τὸ μέγα πολεμικὸν συμβούλιον τὸ συνελθὸν χθὲς εἰς τὸ Τσάρσκοε-Σέλο καὶ εἰς τὸ ὁποῖον παρίσταντο μετὰ τοῦ ὑπουργοῦ τῶν Στρατιωτικῶν στρατηγοῦ Σαχάρωφ καὶ οἱ στρατηγοὶ Δραγομίρωφ, Ρόπ, Αλεξιέβιτς, Ἀλεξ, Κάμαρ καὶ ἄλλοι, ἀπεφάσισε ὅπως ἀποσταλῇ ταχέως εἰς τὴν Μαντζουρίαν νέος στρατὸς ἐκ 400 χιλιάδων ὑπὸ τὴν ἀνωτάτην ἀρχηγίαν τοῦ στρατηγοῦ Γρίππεμπεργ. bbox=[41, 584, 284, 766]
serial-paragraph: — Μὴ στηρίζεσθε εἰς ὑποσχέσεις, εἶπεν ὁ Ντεσαμπρὸ. bbox=[552, 1645, 793, 1674]
serial-paragraph: Ἡ Λικατερίνη παρατήρησε τὸν Ντεσαμπρὸ μὲ παράδοξον βλέμμα. Ἔπειτα δὲ μὲ χαμηλὴν φωνὴν εἶπεν ὅτι θὰ ἀκολουθήσῃ. bbox=[1317, 1704, 1559, 1762]
serial-paragraph: Ὁ Ντεσαμπρὸ ἀπεφάσισε νὰ ὁμιλήσῃ πρῶτος. bbox=[1317, 1821, 1559, 1850]
article-heading: ΤΗΣ ΒΟΥΛΓΑΡΙΑΣ bbox=[1351, 528, 1525, 549]
article-divider bbox=[1080, 983, 1286, 984]
article-heading: Τὰ κλοπιμαῖα bbox=[1141, 1379, 1225, 1393]
article-heading: ΤΟ ΧΘΕΣΙΝΟΝ bbox=[1120, 305, 1245, 324]
article-paragraph: Ὁ Πρίγκηψ τῆς Βουλγαρίας ἀφῖκτο ἐν Λονδίνῳ. Ἡ ἐπίσκεψις του αὕτη, ὀλίγον καὶ ἐπανελέχθη, δὲν ἔχει οὐδεμίας χαρακτῆρα ἐπίσημον. Οὐδεὶς ὅμως ἔπεισε αὐτὴν ἐν τῇ παρούσῃ ὅτι ἔχει σημασίαν πολιτικήν. bbox=[1316, 634, 1560, 725]
article-paragraph: Τὸ τηλεγράφημα προσθέτει ὅτι τὴν 27ην τῆς ἑσπέρας οἱ Ρῶσσοι εἶχον ἤδη ἐκκενώσει ὁλοκλήρως τὴν πρὸς βορρᾶν τοῦ Μουκδὲν ἔκτασιν εἰς μῆκος 26 μιλίων πρὸς βορρᾶν τῆς μαντζουρικῆς πρωτευούσης. Τὸ ἰαπωνικὸν ἱππικὸν ἐξακολουθεῖ καταδιῶκον τοὺς φεύγοντας. bbox=[296, 443, 539, 565]
article-heading: ΠΡΟΒΙΒΑΣΜΟΙ bbox=[854, 683, 1002, 704]
serial-paragraph: — Ἐκεῖ κάτω, ἐπέμενεν ἡ θεία, ἐκεῖ ὅπου εἶνε αἱ σκηναί μας. bbox=[297, 1811, 538, 1840]
serial-paragraph: — Εὐχαριστοῦμεν ἐξ ὅλης τῆς καρδίας μας, εἶπε ὁ Ἐρρίκος. Αἱ λέξεις αὐτῶν μὲ τιμήν καὶ μὲ εὐχαριστίαν ἡμῶν. bbox=[297, 1626, 538, 1669]
article-divider bbox=[59, 532, 265, 533]
article-divider bbox=[314, 970, 520, 971]
serial-paragraph: — Καὶ τὸν ἐνοικιάσαμεν μάλιστα. bbox=[1329, 1684, 1525, 1698]
serial-column-3 bbox=[545, 1624, 800, 2144]
article-heading: ΑΙ ΑΠΩΛΕΙΑΙ ΤΩΝ ΡΩΣΣΩΝ bbox=[60, 777, 264, 793]
article-heading: ΕΚΠΑΙΔΕΥΤΙΚΑ ΝΟΜΟΣΧΕΔΙΑ bbox=[559, 1170, 785, 1186]
